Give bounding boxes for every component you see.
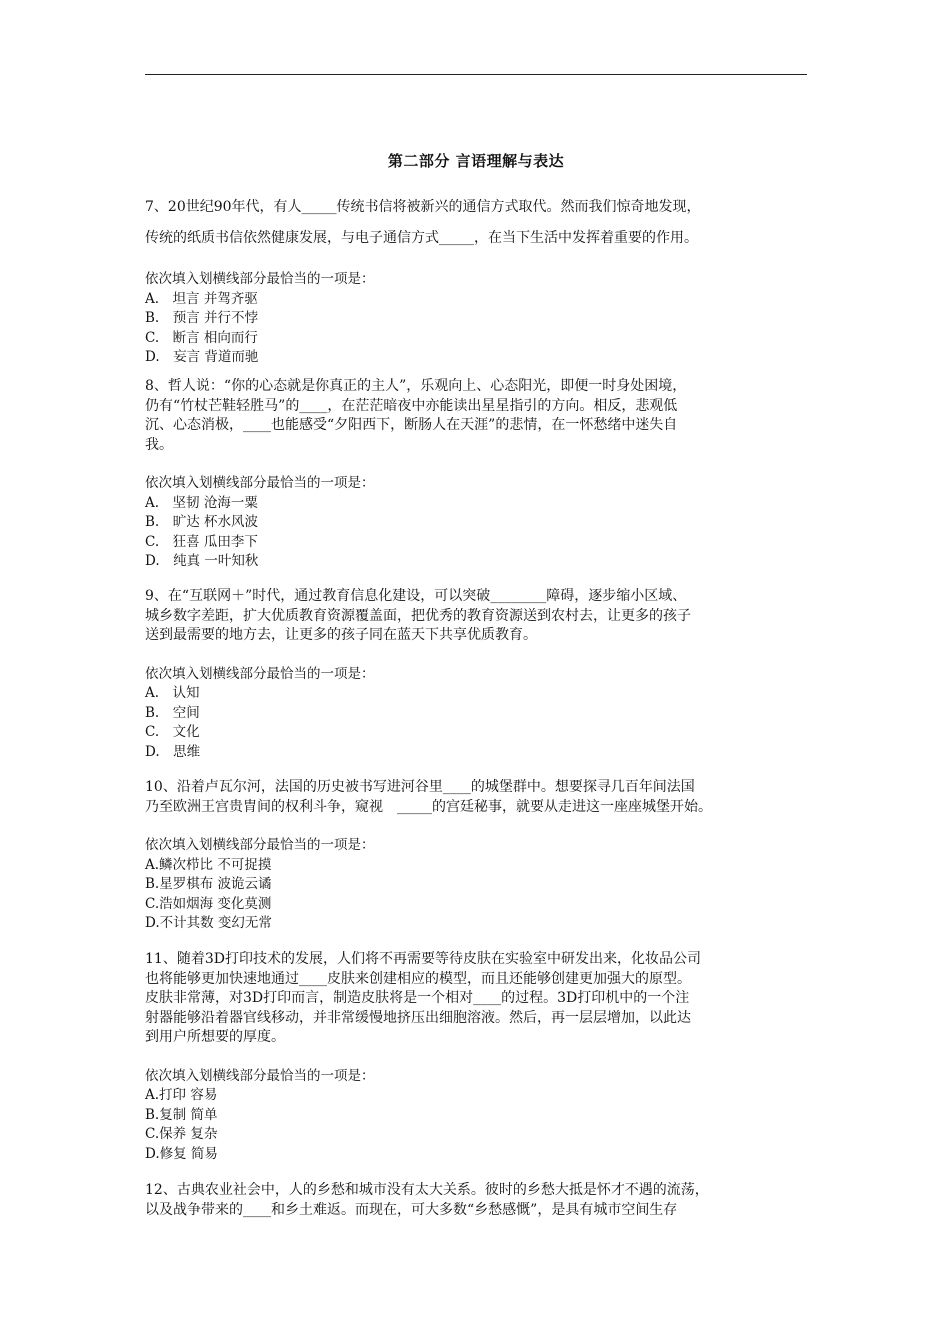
question-9: [145, 587, 815, 762]
question-stem-line: 我。: [145, 436, 173, 453]
question-7: [145, 192, 815, 368]
option-d: D.不计其数 变幻无常: [145, 915, 272, 931]
option-c: C.浩如烟海 变化莫测: [145, 895, 272, 912]
option-b: B. 空间: [145, 704, 200, 721]
option-c: C. 断言 相向而行: [145, 329, 258, 346]
option-b: B. 预言 并行不悖: [145, 310, 259, 326]
question-12: [145, 1181, 815, 1220]
question-prompt: 依次填入划横线部分最恰当的一项是：: [145, 837, 375, 853]
question-prompt: 依次填入划横线部分最恰当的一项是：: [145, 475, 375, 491]
option-d: D. 纯真 一叶知秋: [145, 553, 259, 569]
option-a: A. 坦言 并驾齐驱: [145, 290, 258, 307]
option-a: A. 坚韧 沧海一粟: [145, 494, 258, 511]
question-stem-line: 乃至欧洲王宫贵胄间的权利斗争，窥视 _____的宫廷秘事，就要从走进这一座座城堡开始。: [145, 798, 712, 815]
option-a: A. 认知: [145, 685, 200, 701]
question-stem-line: 沉、心态消极，____也能感受“夕阳西下，断肠人在天涯”的悲情，在一怀愁绪中迷失自: [145, 417, 678, 433]
question-stem-line: 皮肤非常薄，对3D打印而言，制造皮肤将是一个相对____的过程。3D打印机中的一个注: [145, 990, 690, 1006]
question-prompt: 依次填入划横线部分最恰当的一项是：: [145, 1067, 375, 1084]
question-stem-line: 7、20世纪90年代，有人_____传统书信将被新兴的通信方式取代。然而我们惊奇地发现，: [145, 199, 701, 215]
header-rule: [145, 74, 807, 75]
question-stem-line: 9、在“互联网＋”时代，通过教育信息化建设，可以突破________障碍，逐步缩小区域、: [145, 588, 687, 604]
question-stem-line: 城乡数字差距，扩大优质教育资源覆盖面，把优秀的教育资源送到农村去，让更多的孩子: [145, 607, 691, 624]
option-a: A.鳞次栉比 不可捉摸: [145, 856, 272, 873]
question-11: [145, 950, 815, 1164]
question-10: [145, 778, 815, 934]
option-d: D.修复 简易: [145, 1145, 218, 1162]
question-stem-line: 传统的纸质书信依然健康发展，与电子通信方式_____，在当下生活中发挥着重要的作用。: [145, 230, 698, 246]
question-stem-line: 射器能够沿着器官线移动，并非常缓慢地挤压出细胞溶液。然后，再一层层增加，以此达: [145, 1009, 691, 1026]
question-prompt: 依次填入划横线部分最恰当的一项是：: [145, 271, 375, 287]
question-stem-line: 12、古典农业社会中，人的乡愁和城市没有太大关系。彼时的乡愁大抵是怀才不遇的流荡，: [145, 1182, 709, 1198]
option-d: D. 妄言 背道而驰: [145, 349, 259, 365]
question-prompt: 依次填入划横线部分最恰当的一项是：: [145, 665, 375, 682]
question-stem-line: 8、哲人说：“你的心态就是你真正的主人”，乐观向上、心态阳光，即便一时身处困境，: [145, 378, 687, 394]
question-stem-line: 以及战争带来的____和乡土难返。而现在，可大多数“乡愁感慨”，是具有城市空间生存: [145, 1201, 678, 1218]
question-stem-line: 11、随着3D打印技术的发展，人们将不再需要等待皮肤在实验室中研发出来，化妆品公司: [145, 951, 701, 967]
option-a: A.打印 容易: [145, 1087, 218, 1103]
question-stem-line: 仍有“竹杖芒鞋轻胜马”的____，在茫茫暗夜中亦能读出星星指引的方向。相反，悲观低: [145, 397, 678, 414]
option-c: C.保养 复杂: [145, 1126, 218, 1142]
option-c: C. 文化: [145, 724, 200, 740]
option-b: B.复制 简单: [145, 1106, 218, 1123]
question-stem-line: 送到最需要的地方去，让更多的孩子同在蓝天下共享优质教育。: [145, 627, 537, 643]
option-b: B. 旷达 杯水风波: [145, 514, 259, 530]
question-8: [145, 377, 815, 572]
option-b: B.星罗棋布 波诡云谲: [145, 876, 272, 892]
question-stem-line: 到用户所想要的厚度。: [145, 1029, 285, 1045]
section-title: 第二部分 言语理解与表达: [387, 152, 565, 170]
question-stem-line: 10、沿着卢瓦尔河，法国的历史被书写进河谷里____的城堡群中。想要探寻几百年间法国: [145, 779, 695, 795]
option-c: C. 狂喜 瓜田李下: [145, 533, 258, 550]
option-d: D. 思维: [145, 743, 201, 760]
question-stem-line: 也将能够更加快速地通过____皮肤来创建相应的模型，而且还能够创建更加强大的原型。: [145, 970, 691, 987]
